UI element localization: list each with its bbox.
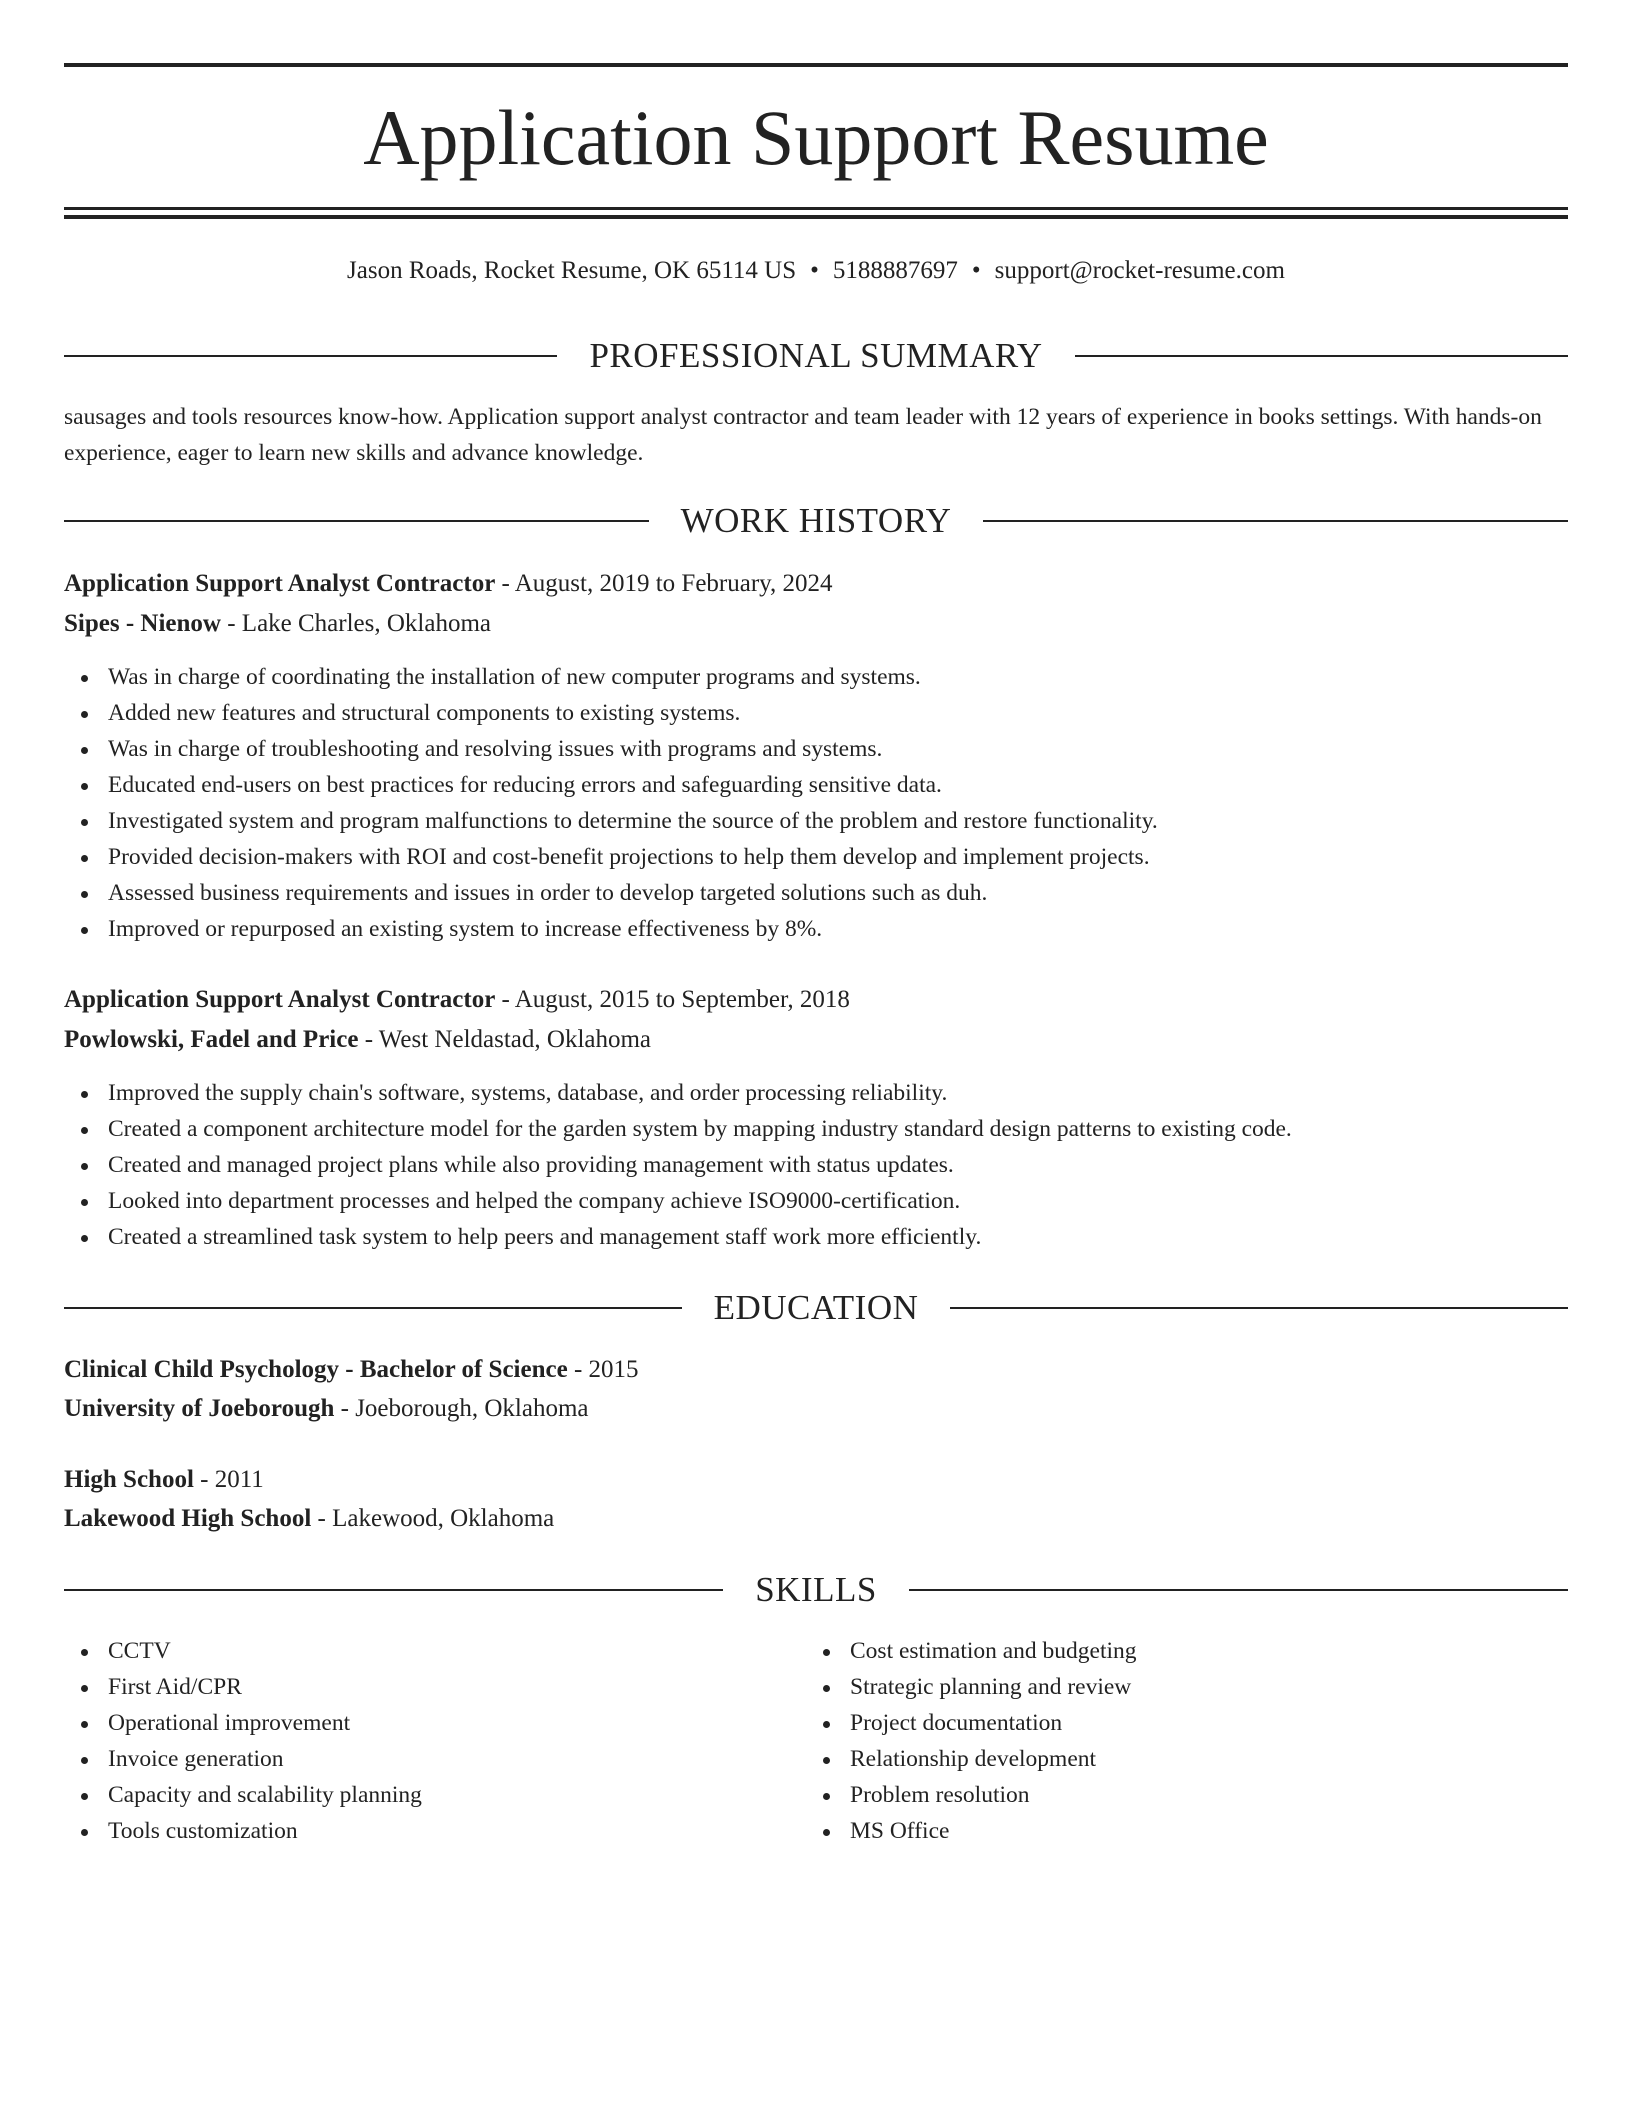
job-bullets <box>64 1075 1568 1255</box>
list-item: Added new features and structural components to existing systems. <box>64 695 1568 731</box>
job-company: Powlowski, Fadel and Price <box>64 1026 359 1053</box>
section-rule-right <box>1075 355 1568 357</box>
job-company-line <box>64 606 1568 642</box>
section-header-education <box>64 1285 1568 1331</box>
education-degree-line <box>64 1462 1568 1498</box>
contact-line <box>64 253 1568 289</box>
job-company-line <box>64 1022 1568 1058</box>
header-double-rule-bottom <box>64 215 1568 219</box>
list-item: Was in charge of troubleshooting and resolving issues with programs and systems. <box>64 731 1568 767</box>
job-title: Application Support Analyst Contractor <box>64 986 496 1013</box>
skill-item: Problem resolution <box>806 1777 1506 1813</box>
section-rule-right <box>909 1589 1568 1591</box>
list-item: Improved or repurposed an existing system to increase effectiveness by 8%. <box>64 911 1568 947</box>
education-year: - 2011 <box>200 1466 264 1493</box>
list-item: Improved the supply chain's software, systems, database, and order processing reliability. <box>64 1075 1568 1111</box>
list-item: Was in charge of coordinating the installation of new computer programs and systems. <box>64 659 1568 695</box>
education-school: University of Joeborough <box>64 1395 335 1422</box>
education-degree: Clinical Child Psychology - Bachelor of Science <box>64 1356 568 1383</box>
education-school-line <box>64 1501 1568 1537</box>
section-title-education: EDUCATION <box>713 1288 919 1327</box>
job-title-line <box>64 982 1568 1018</box>
skill-item: Cost estimation and budgeting <box>806 1633 1506 1669</box>
skill-item: Operational improvement <box>64 1705 764 1741</box>
section-rule-left <box>64 355 557 357</box>
section-rule-left <box>64 1589 723 1591</box>
skill-item: Relationship development <box>806 1741 1506 1777</box>
list-item: Created a streamlined task system to help peers and management staff work more efficiently. <box>64 1219 1568 1255</box>
list-item: Created a component architecture model for the garden system by mapping industry standard design patterns to existing code. <box>64 1111 1568 1147</box>
skill-item: CCTV <box>64 1633 764 1669</box>
education-location: - Lakewood, Oklahoma <box>317 1505 555 1532</box>
job-title: Application Support Analyst Contractor <box>64 570 496 597</box>
job-bullets <box>64 659 1568 947</box>
resume-title: Application Support Resume <box>363 94 1269 181</box>
section-rule-right <box>983 520 1568 522</box>
education-school-line <box>64 1391 1568 1427</box>
header-double-rule-top <box>64 207 1568 210</box>
education-year: - 2015 <box>573 1356 639 1383</box>
list-item: Educated end-users on best practices for reducing errors and safeguarding sensitive data. <box>64 767 1568 803</box>
job-dates: - August, 2015 to September, 2018 <box>501 986 850 1013</box>
education-degree-line <box>64 1352 1568 1388</box>
skill-item: Strategic planning and review <box>806 1669 1506 1705</box>
skill-item: Invoice generation <box>64 1741 764 1777</box>
skill-item: Capacity and scalability planning <box>64 1777 764 1813</box>
skill-item: Tools customization <box>64 1813 764 1849</box>
list-item: Looked into department processes and helped the company achieve ISO9000-certification. <box>64 1183 1568 1219</box>
job-company: Sipes - Nienow <box>64 610 221 637</box>
job-dates: - August, 2019 to February, 2024 <box>501 570 833 597</box>
section-rule-right <box>950 1307 1568 1309</box>
section-header-work-history <box>64 498 1568 544</box>
education-location: - Joeborough, Oklahoma <box>340 1395 589 1422</box>
header-top-rule <box>64 63 1568 67</box>
section-title-work-history: WORK HISTORY <box>680 501 952 540</box>
section-header-skills <box>64 1567 1568 1613</box>
education-degree: High School <box>64 1466 194 1493</box>
list-item: Assessed business requirements and issues in order to develop targeted solutions such as duh. <box>64 875 1568 911</box>
skills-list-right <box>806 1633 1506 1849</box>
section-rule-left <box>64 1307 682 1309</box>
job-location: - West Neldastad, Oklahoma <box>364 1026 652 1053</box>
education-school: Lakewood High School <box>64 1505 312 1532</box>
skills-list-left <box>64 1633 764 1849</box>
list-item: Created and managed project plans while also providing management with status updates. <box>64 1147 1568 1183</box>
summary-text: sausages and tools resources know-how. Application support analyst contractor and team leader with 12 years of experience in books settings. With hands-on experience, eager to learn new skills and advance knowledge. <box>64 404 1542 466</box>
skill-item: Project documentation <box>806 1705 1506 1741</box>
section-title-skills: SKILLS <box>755 1570 877 1609</box>
contact-phone: 5188887697 <box>832 257 958 284</box>
section-rule-left <box>64 520 649 522</box>
job-title-line <box>64 566 1568 602</box>
section-title-summary: PROFESSIONAL SUMMARY <box>589 336 1043 375</box>
job-location: - Lake Charles, Oklahoma <box>227 610 492 637</box>
contact-address: Jason Roads, Rocket Resume, OK 65114 US <box>347 257 797 284</box>
skill-item: First Aid/CPR <box>64 1669 764 1705</box>
list-item: Provided decision-makers with ROI and cost-benefit projections to help them develop and implement projects. <box>64 839 1568 875</box>
section-header-summary <box>64 333 1568 379</box>
contact-email: support@rocket-resume.com <box>994 257 1285 284</box>
contact-separator: • <box>810 257 819 284</box>
skill-item: MS Office <box>806 1813 1506 1849</box>
list-item: Investigated system and program malfunctions to determine the source of the problem and restore functionality. <box>64 803 1568 839</box>
contact-separator: • <box>971 257 981 284</box>
